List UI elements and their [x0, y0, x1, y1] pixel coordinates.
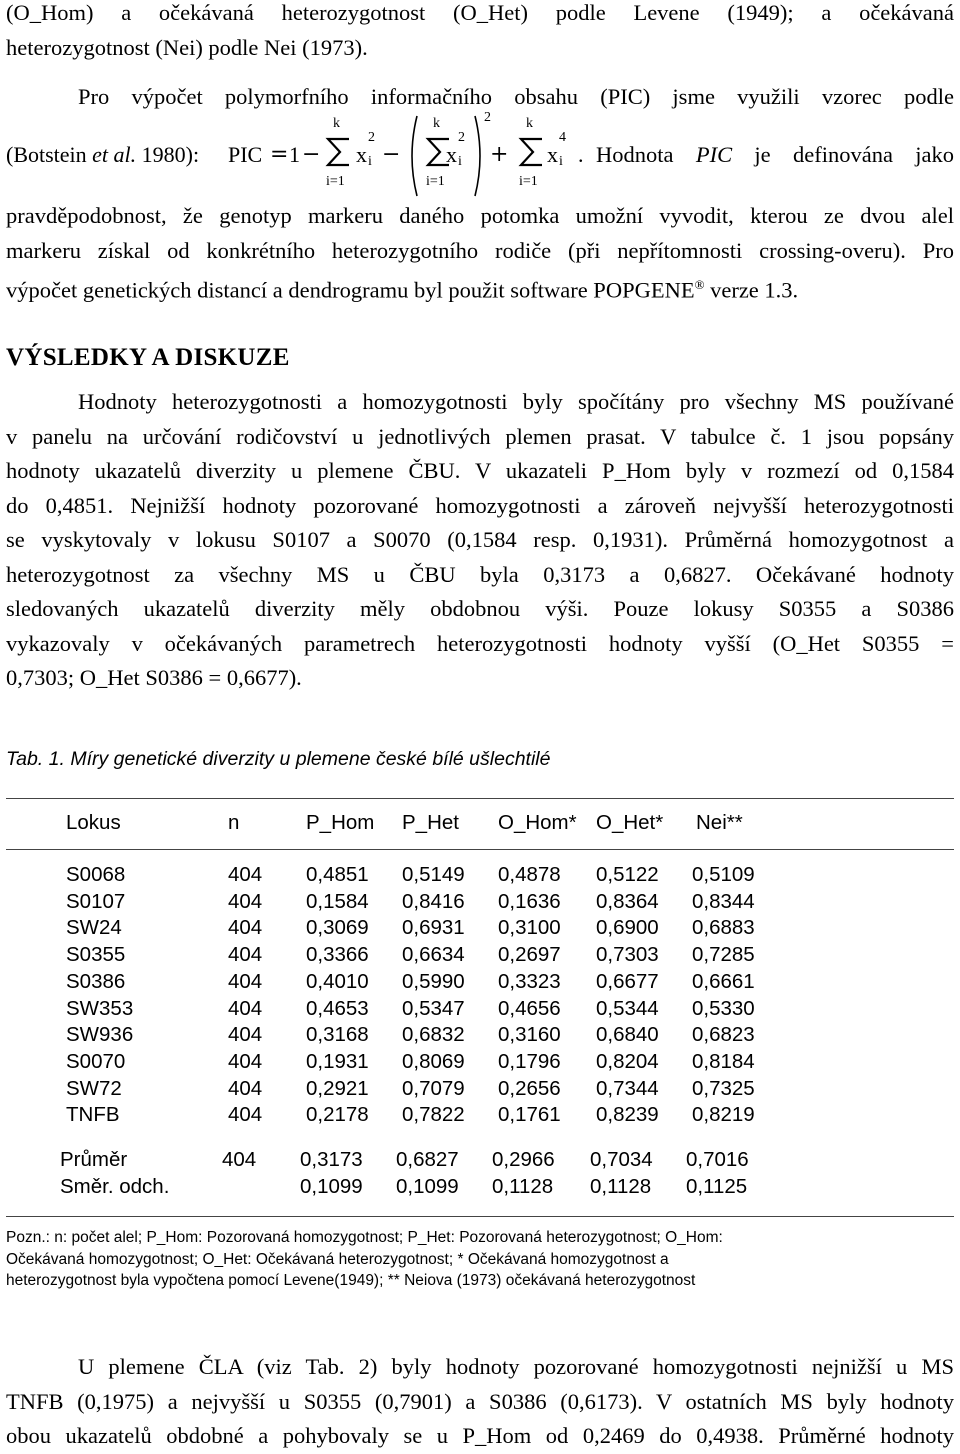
pic-line-last: výpočet genetických distancí a dendrogramu byl použit software POPGENE® verze 1.3.	[6, 277, 799, 303]
column-header: n	[228, 811, 240, 834]
cell: 0,2966	[492, 1148, 555, 1171]
cell: 0,5149	[402, 863, 465, 886]
formula-sub: i	[458, 154, 462, 169]
intro-paragraph	[6, 0, 954, 65]
cell: 404	[228, 1076, 263, 1100]
table-row	[58, 1076, 782, 1103]
cell: 0,2178	[306, 1103, 369, 1127]
results-line: vykazovaly v očekávaných parametrech heterozygotnosti hodnoty vyšší (O_Het S0355 =	[6, 630, 954, 656]
pic-line: markeru získal od konkrétního heterozygotního rodiče (při nepřítomnosti crossing-overu). Pro	[6, 237, 954, 263]
intro-line: heterozygotnost (Nei) podle Nei (1973).	[6, 34, 368, 60]
cell: 0,8416	[402, 889, 465, 913]
cell	[222, 1174, 300, 1201]
column-header: O_Hom*	[498, 811, 577, 834]
right-paren-icon	[472, 114, 488, 198]
cell: 0,8204	[596, 1049, 659, 1073]
cell: 0,8364	[596, 889, 659, 913]
results-line: do 0,4851. Nejnižší hodnoty pozorované homozygotnosti a zároveň nejvyšší heterozygotnosti	[6, 492, 954, 518]
formula-exp: 2	[458, 130, 465, 145]
pic-prefix: (Botstein et al. 1980):	[6, 142, 200, 167]
table-header	[58, 810, 786, 837]
cell: 404	[228, 1049, 263, 1073]
cell: 0,4851	[306, 863, 369, 886]
cell: SW24	[66, 916, 122, 940]
cell: 0,5122	[596, 863, 659, 886]
table-row	[58, 969, 782, 996]
cell: 0,4878	[498, 863, 561, 886]
cell: 0,3366	[306, 943, 369, 967]
sum-lower: i=1	[519, 174, 538, 189]
cla-line: TNFB (0,1975) a nejvyšší u S0355 (0,7901) a S0386 (0,6173). V ostatních MS byly hodnoty	[6, 1388, 954, 1414]
cell: 0,8239	[596, 1103, 659, 1127]
table-row	[58, 1022, 782, 1049]
cell: S0068	[66, 863, 126, 886]
cell: S0070	[66, 1049, 126, 1073]
cell: 404	[222, 1148, 257, 1171]
cell: 0,6677	[596, 969, 659, 993]
table-bottom-rule	[6, 1216, 954, 1217]
footnote-line: Pozn.: n: počet alel; P_Hom: Pozorovaná homozygotnost; P_Het: Pozorovaná heterozygotnost; O_Hom:	[6, 1229, 723, 1246]
cell: TNFB	[66, 1103, 120, 1127]
cell: 0,2656	[498, 1076, 561, 1100]
column-header: P_Het	[402, 811, 459, 834]
cell: 0,3160	[498, 1023, 561, 1047]
cell: 0,7285	[692, 943, 755, 967]
table-row	[58, 862, 782, 889]
cell: 0,8184	[692, 1049, 755, 1073]
column-header: P_Hom	[306, 811, 375, 834]
table-summary	[58, 1147, 776, 1200]
cell: 0,6634	[402, 943, 465, 967]
sum-upper: k	[333, 116, 340, 131]
table-row	[58, 1102, 782, 1129]
results-line: se vyskytovaly v lokusu S0107 a S0070 (0,1584 resp. 0,1931). Průměrná homozygotnost a	[6, 527, 954, 552]
cell: S0355	[66, 943, 126, 967]
cell: 0,1796	[498, 1049, 561, 1073]
formula-outer-exp: 2	[484, 110, 491, 125]
formula-minus: −	[382, 142, 401, 167]
column-header: Lokus	[66, 811, 121, 834]
cell: 0,2697	[498, 943, 561, 967]
table-body	[58, 862, 782, 1129]
cell: 0,1125	[686, 1174, 748, 1198]
cell: 404	[228, 889, 263, 913]
cell: 0,7822	[402, 1103, 465, 1127]
pic-formula-row	[6, 110, 956, 200]
cell: 0,6840	[596, 1023, 659, 1047]
cell: 0,7079	[402, 1076, 465, 1100]
summary-row-sd	[58, 1174, 776, 1201]
cell: 0,5344	[596, 996, 659, 1020]
results-paragraph	[6, 385, 954, 696]
cla-line: obou ukazatelů obdobné a pohybovaly se u P_Hom od 0,2469 do 0,4938. Průměrné hodnoty	[6, 1423, 954, 1448]
cell: 404	[228, 916, 263, 940]
formula-var: x	[356, 142, 367, 167]
cell: 0,1099	[300, 1174, 363, 1198]
cell: 0,3100	[498, 916, 561, 940]
table-row	[58, 1049, 782, 1076]
cell: 0,6900	[596, 916, 659, 940]
cell: 0,1931	[306, 1049, 369, 1073]
formula-exp: 4	[559, 130, 566, 145]
sum-lower: i=1	[326, 174, 345, 189]
cell: 0,6931	[402, 916, 465, 940]
formula-one: 1	[289, 142, 300, 167]
table-row	[58, 889, 782, 916]
cell: S0107	[66, 889, 126, 913]
cell: 0,3323	[498, 969, 561, 993]
cla-paragraph	[6, 1350, 954, 1454]
section-heading: VÝSLEDKY A DISKUZE	[6, 344, 290, 371]
cell: 0,1128	[590, 1174, 652, 1198]
cell: S0386	[66, 969, 126, 993]
table-header-row	[58, 810, 786, 837]
footnote-line: Očekávaná homozygotnost; O_Het: Očekávaná heterozygotnost; * Očekávaná homozygotnost a	[6, 1250, 669, 1268]
cell: SW353	[66, 996, 134, 1020]
cell: 0,1761	[498, 1103, 561, 1127]
results-line: sledovaných ukazatelů diverzity měly obdobnou výši. Pouze lokusy S0355 a S0386	[6, 596, 954, 621]
results-line: 0,7303; O_Het S0386 = 0,6677).	[6, 665, 302, 690]
cell: 0,2921	[306, 1076, 369, 1100]
cell: SW72	[66, 1076, 122, 1100]
cell: 0,7034	[590, 1148, 653, 1171]
formula-minus: −	[302, 142, 321, 167]
cell: 0,1636	[498, 889, 561, 913]
results-line: heterozygotnost za všechny MS u ČBU byla 0,3173 a 0,6827. Očekávané hodnoty	[6, 561, 954, 587]
cla-line: U plemene ČLA (viz Tab. 2) byly hodnoty pozorované homozygotnosti nejnižší u MS	[78, 1354, 954, 1379]
footnote-line: heterozygotnost byla vypočtena pomocí Levene(1949); ** Neiova (1973) očekávaná heterozygotnost	[6, 1272, 696, 1289]
cell: 404	[228, 1023, 263, 1047]
sigma-icon	[325, 134, 353, 170]
cell: 0,8344	[692, 889, 755, 913]
cell: 0,5990	[402, 969, 465, 993]
pic-suffix: Hodnota PIC je definována jako	[596, 142, 954, 167]
cell: 0,5330	[692, 996, 755, 1020]
cell: Směr. odch.	[60, 1174, 170, 1198]
formula-sub: i	[559, 154, 563, 169]
table-row	[58, 996, 782, 1023]
cell: 0,6823	[692, 1023, 755, 1047]
column-header: Nei**	[696, 811, 743, 834]
formula-equals: =	[270, 142, 289, 167]
cell: 0,1584	[306, 889, 369, 913]
cell: 0,1099	[396, 1174, 459, 1198]
column-header: O_Het*	[596, 811, 664, 834]
cell: 0,5109	[692, 863, 755, 886]
table-header-rule	[6, 849, 954, 850]
cell: 0,3069	[306, 916, 369, 940]
cell: 0,8069	[402, 1049, 465, 1073]
pic-line: pravděpodobnost, že genotyp markeru daného potomka umožní vyvodit, kterou ze dvou alel	[6, 203, 954, 228]
cell: 404	[228, 863, 263, 886]
pic-paragraph-rest	[6, 199, 954, 308]
registered-mark: ®	[694, 277, 705, 292]
formula-var: x	[547, 142, 558, 167]
cell: 404	[228, 1103, 263, 1127]
sum-lower: i=1	[426, 174, 445, 189]
formula-lhs: PIC	[228, 142, 263, 167]
cell: 0,4656	[498, 996, 561, 1020]
cell: 404	[228, 996, 263, 1020]
results-line: Hodnoty heterozygotnosti a homozygotnosti byly spočítány pro všechny MS používané	[78, 389, 954, 414]
formula-sub: i	[368, 154, 372, 169]
cell: 0,6883	[692, 916, 755, 940]
cell: 0,6661	[692, 969, 755, 993]
cell: 0,7325	[692, 1076, 755, 1100]
table-row	[58, 915, 782, 942]
results-line: hodnoty ukazatelů diverzity u plemene ČBU. V ukazateli P_Hom byly v rozmezí od 0,1584	[6, 458, 954, 483]
table-top-rule	[6, 798, 954, 799]
pic-line: Pro výpočet polymorfního informačního obsahu (PIC) jsme využili vzorec podle	[78, 84, 954, 109]
cell: Průměr	[60, 1148, 128, 1171]
formula-period: .	[578, 142, 584, 167]
sigma-icon	[518, 134, 546, 170]
cell: 0,7344	[596, 1076, 659, 1100]
cell: 0,4653	[306, 996, 369, 1020]
cell: 404	[228, 943, 263, 967]
formula-var: x	[446, 142, 457, 167]
cell: 404	[228, 969, 263, 993]
table-footnote	[6, 1227, 954, 1292]
intro-line: (O_Hom) a očekávaná heterozygotnost (O_Het) podle Levene (1949); a očekávaná	[6, 0, 954, 25]
cell: 0,7016	[686, 1148, 749, 1171]
cell: 0,4010	[306, 969, 369, 993]
sum-upper: k	[433, 116, 440, 131]
cell: 0,7303	[596, 943, 659, 967]
results-line: v panelu na určování rodičovství u jednotlivých plemen prasat. V tabulce č. 1 jsou popsány	[6, 423, 954, 449]
cell: 0,1128	[492, 1174, 554, 1198]
table-caption: Tab. 1. Míry genetické diverzity u plemene české bílé ušlechtilé	[6, 748, 551, 770]
cell: 0,6832	[402, 1023, 465, 1047]
cell: 0,3173	[300, 1148, 363, 1171]
summary-row-mean	[58, 1147, 776, 1174]
cell: 0,3168	[306, 1023, 369, 1047]
cell: 0,5347	[402, 996, 465, 1020]
sum-upper: k	[526, 116, 533, 131]
cell: 0,8219	[692, 1103, 755, 1127]
table-row	[58, 942, 782, 969]
cell: 0,6827	[396, 1148, 459, 1171]
formula-plus: +	[490, 142, 509, 167]
formula-exp: 2	[368, 130, 375, 145]
left-paren-icon	[404, 114, 420, 198]
cell: SW936	[66, 1023, 134, 1047]
